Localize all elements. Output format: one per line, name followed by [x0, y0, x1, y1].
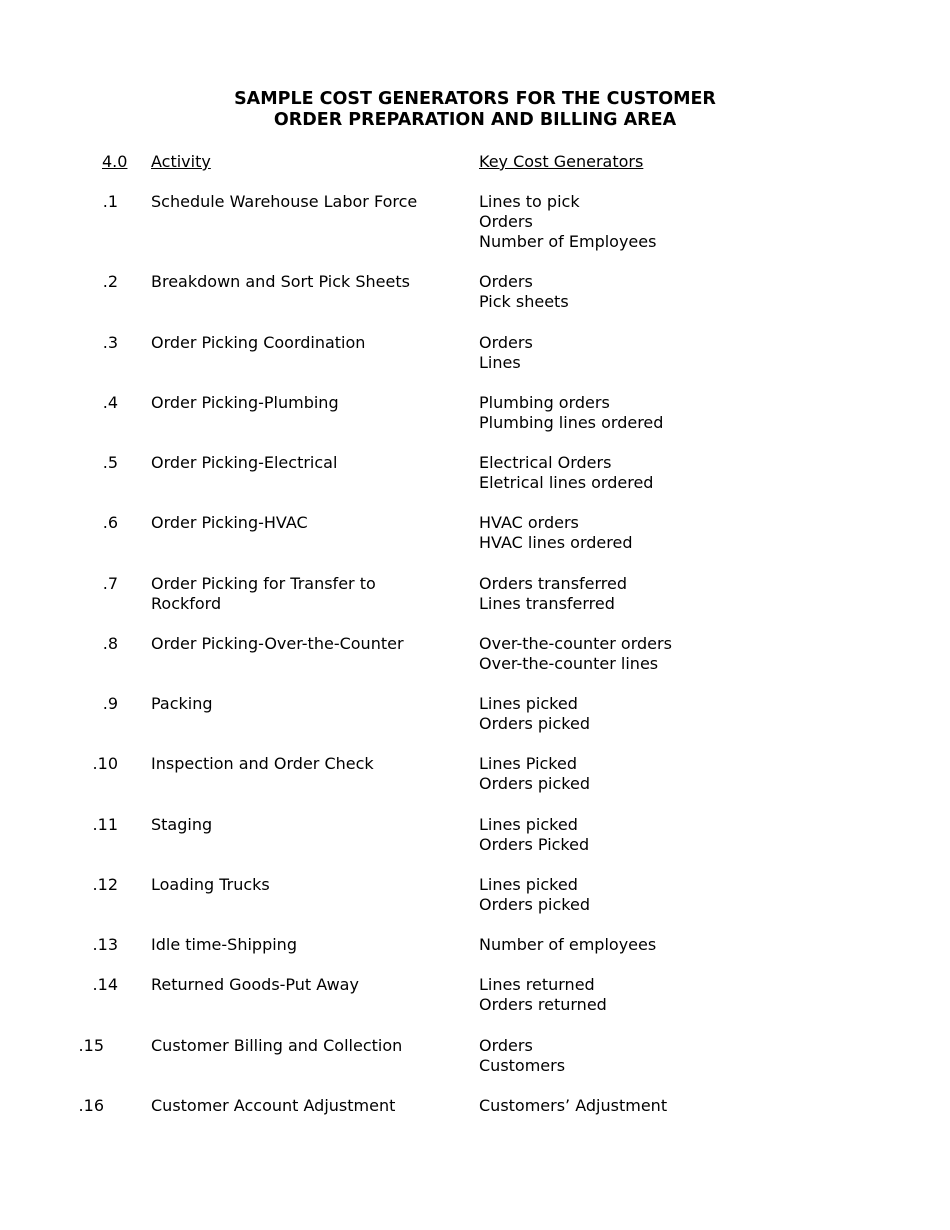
activity-line: Order Picking-Over-the-Counter [151, 633, 404, 653]
activity-line: Inspection and Order Check [151, 754, 374, 774]
row-activity [151, 935, 451, 955]
cost-generator-line: Plumbing orders [479, 392, 610, 412]
cost-generator-line: Electrical Orders [479, 453, 612, 473]
title-line-2: ORDER PREPARATION AND BILLING AREA [273, 110, 677, 130]
document-title [0, 89, 950, 131]
row-activity [151, 694, 451, 714]
row-number: .5 [102, 453, 118, 473]
cost-generator-line: HVAC orders [479, 513, 579, 533]
table-row [0, 513, 950, 553]
cost-generator-line: Lines picked [479, 814, 578, 834]
row-cost-generators [479, 393, 919, 433]
activity-line: Order Picking Coordination [151, 332, 366, 352]
row-number: .13 [92, 935, 118, 955]
table-row [0, 634, 950, 674]
activity-line: Customer Billing and Collection [151, 1035, 403, 1055]
row-cost-generators [479, 975, 919, 1015]
table-row [0, 393, 950, 433]
row-number: .16 [78, 1095, 104, 1115]
activity-line: Packing [151, 694, 213, 714]
cost-generator-line: Over-the-counter lines [479, 653, 659, 673]
table-row [0, 875, 950, 915]
row-cost-generators [479, 192, 919, 252]
cost-generator-line: Lines [479, 352, 521, 372]
row-activity [151, 754, 451, 774]
cost-generator-line: Lines returned [479, 975, 595, 995]
table-row [0, 935, 950, 955]
row-cost-generators [479, 1096, 919, 1116]
table-row [0, 192, 950, 252]
header-section-number: 4.0 [102, 152, 128, 171]
table-row [0, 333, 950, 373]
row-activity [151, 1096, 451, 1116]
row-cost-generators [479, 935, 919, 955]
row-activity [151, 875, 451, 895]
cost-generator-line: Pick sheets [479, 292, 569, 312]
row-activity [151, 272, 451, 292]
cost-generator-line: Lines to pick [479, 192, 580, 211]
activity-line: Breakdown and Sort Pick Sheets [151, 272, 410, 292]
activity-line: Idle time-Shipping [151, 935, 297, 955]
table-row [0, 574, 950, 614]
row-activity [151, 1036, 451, 1056]
row-cost-generators [479, 754, 919, 794]
cost-generator-line: Orders returned [479, 995, 607, 1015]
activity-line: Staging [151, 814, 213, 834]
cost-generator-line: Orders Picked [479, 834, 590, 854]
row-cost-generators [479, 453, 919, 493]
cost-generator-line: Customers [479, 1055, 566, 1075]
cost-generator-line: Lines picked [479, 694, 578, 714]
header-activity: Activity [151, 152, 211, 171]
row-number: .1 [102, 192, 118, 211]
cost-generator-line: Eletrical lines ordered [479, 473, 654, 493]
row-number: .15 [78, 1035, 104, 1055]
table-row [0, 1036, 950, 1076]
row-activity [151, 333, 451, 353]
activity-table [0, 192, 950, 1136]
cost-generator-line: Over-the-counter orders [479, 633, 672, 653]
activity-line: Order Picking for Transfer to [151, 573, 376, 593]
activity-line: Loading Trucks [151, 874, 270, 894]
table-row [0, 815, 950, 855]
row-number: .10 [92, 754, 118, 774]
cost-generator-line: Lines picked [479, 874, 578, 894]
activity-line: Order Picking-Plumbing [151, 392, 339, 412]
activity-line: Rockford [151, 593, 222, 613]
table-row [0, 975, 950, 1015]
row-cost-generators [479, 513, 919, 553]
cost-generator-line: Orders picked [479, 894, 590, 914]
table-row [0, 754, 950, 794]
activity-line: Customer Account Adjustment [151, 1095, 396, 1115]
table-row [0, 453, 950, 493]
cost-generator-line: Orders picked [479, 714, 590, 734]
cost-generator-line: Number of Employees [479, 232, 657, 251]
cost-generator-line: Orders [479, 272, 533, 292]
row-cost-generators [479, 815, 919, 855]
row-number: .3 [102, 332, 118, 352]
row-cost-generators [479, 574, 919, 614]
row-number: .2 [102, 272, 118, 292]
cost-generator-line: Orders [479, 212, 533, 231]
cost-generator-line: Orders picked [479, 774, 590, 794]
activity-line: Order Picking-Electrical [151, 453, 338, 473]
cost-generator-line: HVAC lines ordered [479, 533, 633, 553]
table-row [0, 694, 950, 734]
cost-generator-line: Lines transferred [479, 593, 615, 613]
cost-generator-line: Orders transferred [479, 573, 628, 593]
row-activity [151, 513, 451, 533]
row-number: .7 [102, 573, 118, 593]
row-number: .9 [102, 694, 118, 714]
cost-generator-line: Orders [479, 1035, 533, 1055]
table-header [0, 152, 950, 172]
cost-generator-line: Plumbing lines ordered [479, 412, 664, 432]
row-number: .11 [92, 814, 118, 834]
row-number: .12 [92, 874, 118, 894]
cost-generator-line: Number of employees [479, 935, 657, 955]
row-number: .4 [102, 392, 118, 412]
activity-line: Order Picking-HVAC [151, 513, 308, 533]
row-number: .6 [102, 513, 118, 533]
row-activity [151, 634, 451, 654]
cost-generator-line: Lines Picked [479, 754, 577, 774]
row-cost-generators [479, 875, 919, 915]
row-cost-generators [479, 272, 919, 312]
activity-line: Returned Goods-Put Away [151, 975, 359, 995]
table-row [0, 1096, 950, 1116]
cost-generator-line: Customers’ Adjustment [479, 1095, 668, 1115]
row-cost-generators [479, 634, 919, 674]
row-cost-generators [479, 1036, 919, 1076]
row-cost-generators [479, 694, 919, 734]
row-cost-generators [479, 333, 919, 373]
row-activity [151, 393, 451, 413]
row-activity [151, 815, 451, 835]
row-activity [151, 192, 451, 212]
row-number: .8 [102, 633, 118, 653]
row-activity [151, 453, 451, 473]
row-activity [151, 975, 451, 995]
header-key-cost-generators: Key Cost Generators [479, 152, 644, 171]
row-number: .14 [92, 975, 118, 995]
row-activity [151, 574, 451, 614]
cost-generator-line: Orders [479, 332, 533, 352]
title-line-1: SAMPLE COST GENERATORS FOR THE CUSTOMER [234, 89, 716, 109]
table-row [0, 272, 950, 312]
activity-line: Schedule Warehouse Labor Force [151, 192, 418, 211]
